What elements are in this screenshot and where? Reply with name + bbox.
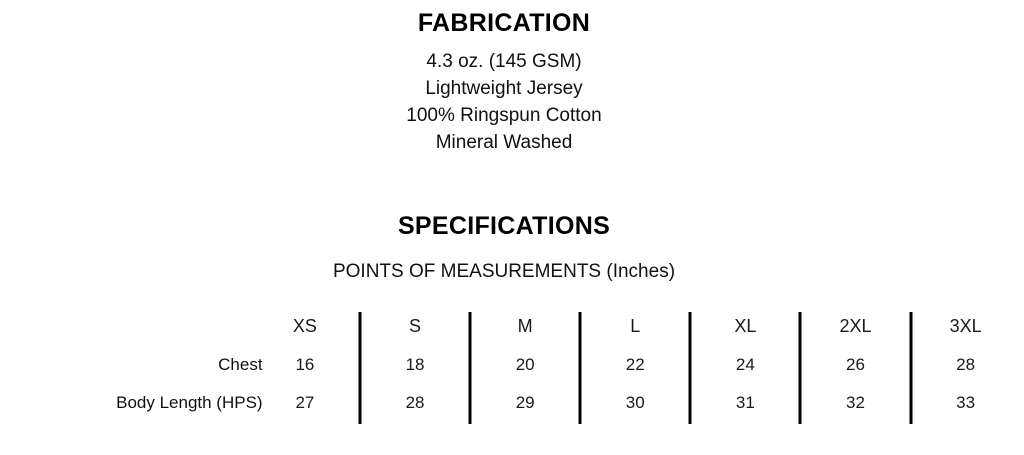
column-divider (457, 306, 482, 346)
fabrication-line: 100% Ringspun Cotton (406, 105, 602, 126)
header-row-label (0, 306, 263, 346)
column-divider (568, 306, 593, 346)
cell-chest-xl: 24 (735, 355, 755, 374)
fabrication-line: Mineral Washed (435, 132, 573, 153)
fabrication-line: Lightweight Jersey (425, 78, 583, 99)
column-divider-spacer (347, 346, 372, 384)
column-divider-spacer (568, 384, 593, 422)
size-header-xs: XS (292, 315, 317, 336)
fabrication-details (0, 48, 1008, 156)
specifications-heading: SPECIFICATIONS (397, 212, 611, 240)
column-divider (898, 306, 923, 346)
cell-body-length-l: 30 (625, 393, 645, 412)
column-divider (788, 306, 813, 346)
size-chart-table (0, 306, 1008, 422)
cell-chest-xs: 16 (295, 355, 315, 374)
cell-body-length-m: 29 (515, 393, 535, 412)
cell-body-length-2xl: 32 (846, 393, 865, 412)
size-header-l: L (630, 315, 641, 336)
column-divider-spacer (788, 384, 813, 422)
cell-body-length-xs: 27 (295, 393, 315, 412)
size-header-3xl: 3XL (949, 315, 982, 336)
column-divider-spacer (788, 346, 813, 384)
size-header-2xl: 2XL (839, 315, 872, 336)
size-header-xl: XL (734, 315, 757, 336)
table-row (0, 346, 1008, 384)
cell-body-length-xl: 31 (735, 393, 755, 412)
column-divider-spacer (898, 346, 923, 384)
table-header-row (0, 306, 1008, 346)
row-label-body-length: Body Length (HPS) (116, 393, 263, 412)
column-divider-spacer (678, 384, 703, 422)
cell-body-length-3xl: 33 (956, 393, 976, 412)
column-divider-spacer (678, 346, 703, 384)
table-row (0, 384, 1008, 422)
fabrication-line: 4.3 oz. (145 GSM) (426, 51, 582, 72)
cell-chest-m: 20 (515, 355, 535, 374)
fabrication-heading: FABRICATION (417, 9, 591, 37)
column-divider-spacer (898, 384, 923, 422)
size-header-m: M (517, 315, 533, 336)
cell-chest-2xl: 26 (846, 355, 865, 374)
measurements-subtitle: POINTS OF MEASUREMENTS (Inches) (332, 261, 676, 282)
cell-chest-l: 22 (625, 355, 645, 374)
size-header-s: S (409, 315, 422, 336)
column-divider (678, 306, 703, 346)
column-divider-spacer (347, 384, 372, 422)
cell-body-length-s: 28 (405, 393, 425, 412)
row-label-chest: Chest (218, 355, 263, 374)
column-divider-spacer (457, 384, 482, 422)
cell-chest-s: 18 (405, 355, 425, 374)
cell-chest-3xl: 28 (956, 355, 976, 374)
column-divider (347, 306, 372, 346)
column-divider-spacer (568, 346, 593, 384)
column-divider-spacer (457, 346, 482, 384)
